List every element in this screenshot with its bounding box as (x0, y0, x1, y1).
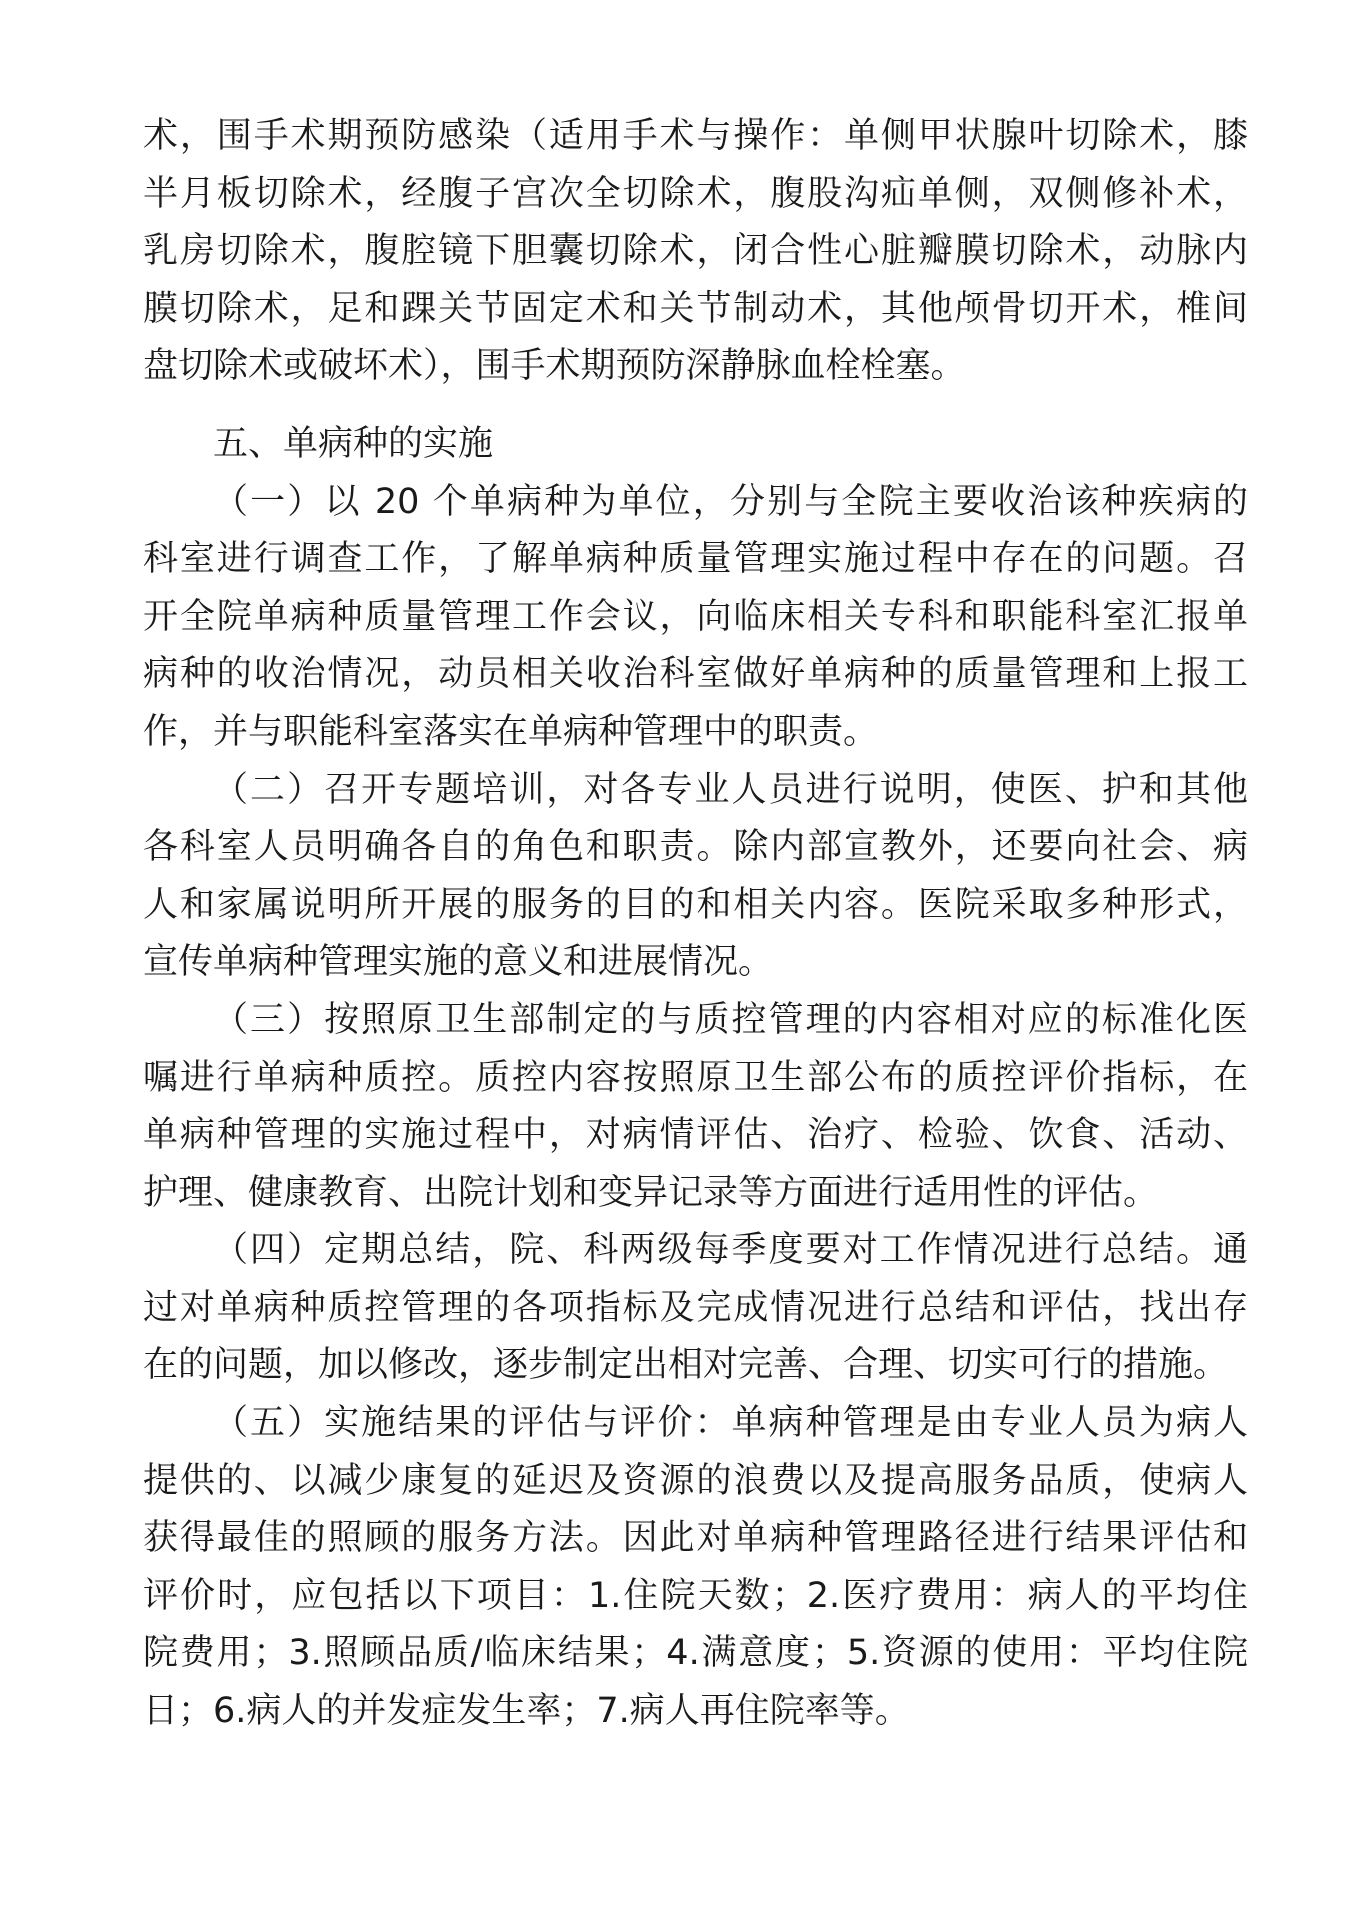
text-line: 科室进行调查工作，了解单病种质量管理实施过程中存在的问题。召 (143, 539, 1248, 580)
text-line: 开全院单病种质量管理工作会议，向临床相关专科和职能科室汇报单 (143, 596, 1248, 637)
text-line: 在的问题，加以修改，逐步制定出相对完善、合理、切实可行的措施。 (143, 1345, 1229, 1386)
spacer (143, 396, 1248, 416)
text-line: 获得最佳的照顾的服务方法。因此对单病种管理路径进行结果评估和 (143, 1518, 1248, 1559)
section-heading: 五、单病种的实施 (213, 423, 494, 464)
text-line: 日；6.病人的并发症发生率；7.病人再住院率等。 (143, 1691, 910, 1732)
text-line: 人和家属说明所开展的服务的目的和相关内容。医院采取多种形式， (143, 884, 1248, 925)
paragraph-2 (143, 762, 1248, 992)
text-line: 膜切除术，足和踝关节固定术和关节制动术，其他颅骨切开术，椎间 (143, 288, 1248, 329)
paragraph-1 (143, 474, 1248, 762)
text-line: （二）召开专题培训，对各专业人员进行说明，使医、护和其他 (213, 769, 1248, 810)
text-line: 术，围手术期预防感染（适用手术与操作：单侧甲状腺叶切除术，膝 (143, 116, 1248, 156)
text-line: （一）以 20 个单病种为单位，分别与全院主要收治该种疾病的 (213, 481, 1248, 522)
text-line: 嘱进行单病种质控。质控内容按照原卫生部公布的质控评价指标，在 (143, 1057, 1248, 1098)
text-line: 宣传单病种管理实施的意义和进展情况。 (143, 942, 774, 983)
text-line: 护理、健康教育、出院计划和变异记录等方面进行适用性的评估。 (143, 1172, 1159, 1213)
text-line: 半月板切除术，经腹子宫次全切除术，腹股沟疝单侧，双侧修补术， (143, 173, 1248, 214)
paragraph-3 (143, 992, 1248, 1222)
text-line: 盘切除术或破坏术），围手术期预防深静脉血栓栓塞。 (143, 346, 966, 387)
text-line: 乳房切除术，腹腔镜下胆囊切除术，闭合性心脏瓣膜切除术，动脉内 (143, 231, 1248, 272)
text-line: （五）实施结果的评估与评价：单病种管理是由专业人员为病人 (213, 1403, 1248, 1444)
text-line: （三）按照原卫生部制定的与质控管理的内容相对应的标准化医 (213, 999, 1248, 1040)
text-line: 各科室人员明确各自的角色和职责。除内部宣教外，还要向社会、病 (143, 827, 1248, 868)
paragraph-5 (143, 1395, 1248, 1741)
text-line: （四）定期总结，院、科两级每季度要对工作情况进行总结。通 (213, 1230, 1248, 1271)
document-body (143, 108, 1248, 1741)
section4-tail-paragraph (143, 108, 1248, 396)
text-line: 提供的、以减少康复的延迟及资源的浪费以及提高服务品质，使病人 (143, 1460, 1248, 1501)
text-line: 作，并与职能科室落实在单病种管理中的职责。 (143, 711, 879, 752)
text-line: 过对单病种质控管理的各项指标及完成情况进行总结和评估，找出存 (143, 1287, 1248, 1328)
paragraph-4 (143, 1222, 1248, 1395)
text-line: 院费用；3.照顾品质/临床结果；4.满意度；5.资源的使用：平均住院 (143, 1633, 1248, 1674)
text-line: 病种的收治情况，动员相关收治科室做好单病种的质量管理和上报工 (143, 654, 1248, 695)
text-line: 单病种管理的实施过程中，对病情评估、治疗、检验、饮食、活动、 (143, 1115, 1248, 1156)
text-line: 评价时，应包括以下项目：1.住院天数；2.医疗费用：病人的平均住 (143, 1575, 1248, 1616)
